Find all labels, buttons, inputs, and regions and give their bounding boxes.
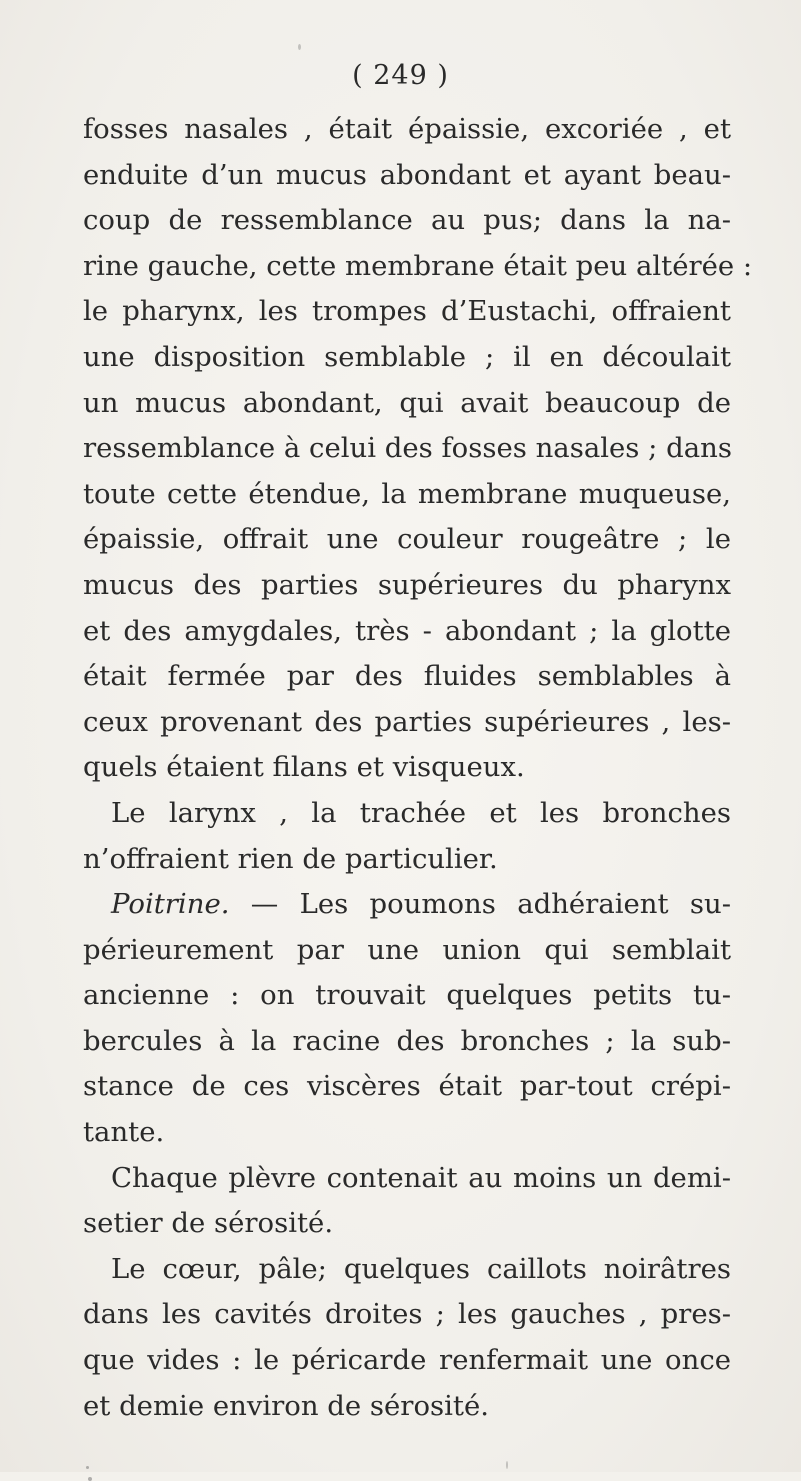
text-line: n’offraient rien de particulier. (83, 842, 498, 875)
text-line: un mucus abondant, qui avait beaucoup de (83, 386, 731, 419)
text-line: que vides : le péricarde renfermait une once (83, 1344, 731, 1377)
text-line: épaissie, offrait une couleur rougeâtre ; le (83, 523, 731, 556)
text-line: et demie environ de sérosité. (83, 1389, 489, 1422)
text-line: enduite d’un mucus abondant et ayant beau- (83, 158, 731, 191)
text-line: toute cette étendue, la membrane muqueuse, (83, 477, 731, 510)
text-line: bercules à la racine des bronches ; la sub- (83, 1024, 731, 1057)
text-line: quels étaient filans et visqueux. (83, 751, 525, 784)
text-line: ancienne : on trouvait quelques petits tu- (83, 979, 731, 1012)
text-line: le pharynx, les trompes d’Eustachi, offraient (83, 295, 731, 328)
text-line: une disposition semblable ; il en découlait (83, 340, 731, 373)
text-line: stance de ces viscères était par-tout crépi- (83, 1070, 731, 1103)
paper-speck (298, 44, 301, 50)
paper-speck (88, 1477, 92, 1481)
paragraph-start-line: Chaque plèvre contenait au moins un demi- (111, 1161, 731, 1194)
text-line: était fermée par des fluides semblables à (83, 660, 731, 693)
page-number: ( 249 ) (352, 60, 449, 91)
text-line: mucus des parties supérieures du pharynx (83, 568, 731, 601)
paragraph-start-line: Le larynx , la trachée et les bronches (111, 796, 731, 829)
text-line: fosses nasales , était épaissie, excoriée , et (83, 113, 731, 145)
text-line: coup de ressemblance au pus; dans la na- (83, 204, 731, 237)
paper-speck (86, 1466, 89, 1469)
text-line: ressemblance à celui des fosses nasales ; dans (83, 432, 732, 465)
section-heading: Poitrine. (111, 888, 230, 921)
text-line: ceux provenant des parties supérieures , les- (83, 705, 731, 738)
text-line: dans les cavités droites ; les gauches , pres- (83, 1298, 731, 1331)
text-line: et des amygdales, très - abondant ; la glotte (83, 614, 731, 647)
text-line: rine gauche, cette membrane était peu altérée : (83, 249, 753, 282)
body-text (83, 107, 753, 1429)
section-heading-line: Poitrine. — Les poumons adhéraient su- (111, 888, 731, 921)
paper-speck (506, 1461, 508, 1469)
text-line: périeurement par une union qui semblait (83, 933, 731, 966)
text-line: tante. (83, 1116, 165, 1149)
paragraph-start-line: Le cœur, pâle; quelques caillots noirâtres (111, 1252, 731, 1285)
text-line: setier de sérosité. (83, 1207, 334, 1240)
